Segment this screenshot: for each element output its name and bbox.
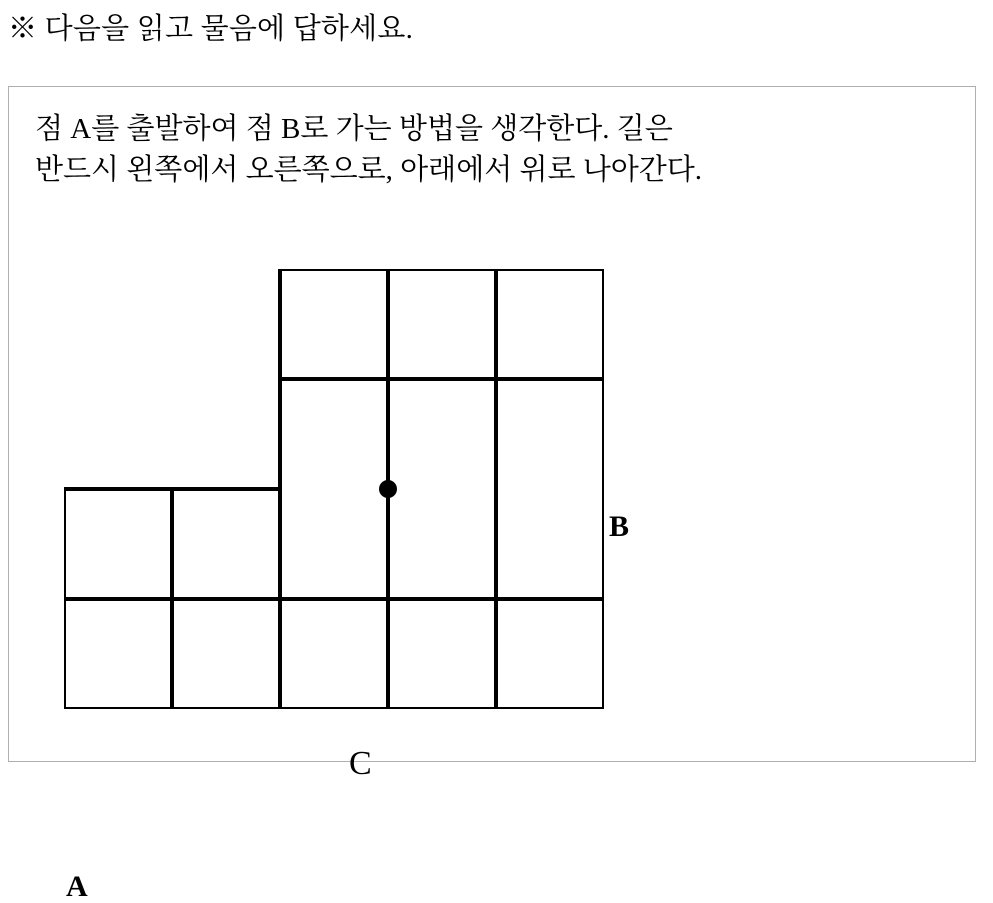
instruction-text: ※ 다음을 읽고 물음에 답하세요. — [8, 13, 414, 45]
label-c: C — [349, 745, 372, 782]
label-a: A — [66, 870, 88, 903]
problem-box — [8, 86, 976, 903]
label-b: B — [609, 510, 630, 543]
grid-lines — [64, 269, 604, 709]
lattice-figure — [9, 247, 975, 903]
lattice-grid — [64, 269, 604, 709]
stem-line-1: 점 A를 출발하여 점 B로 가는 방법을 생각한다. 길은 — [35, 113, 673, 145]
problem-stem — [35, 109, 953, 191]
grid-outline — [64, 269, 604, 709]
point-c-marker — [379, 480, 397, 498]
stem-line-2: 반드시 왼쪽에서 오른쪽으로, 아래에서 위로 나아간다. — [35, 154, 703, 187]
